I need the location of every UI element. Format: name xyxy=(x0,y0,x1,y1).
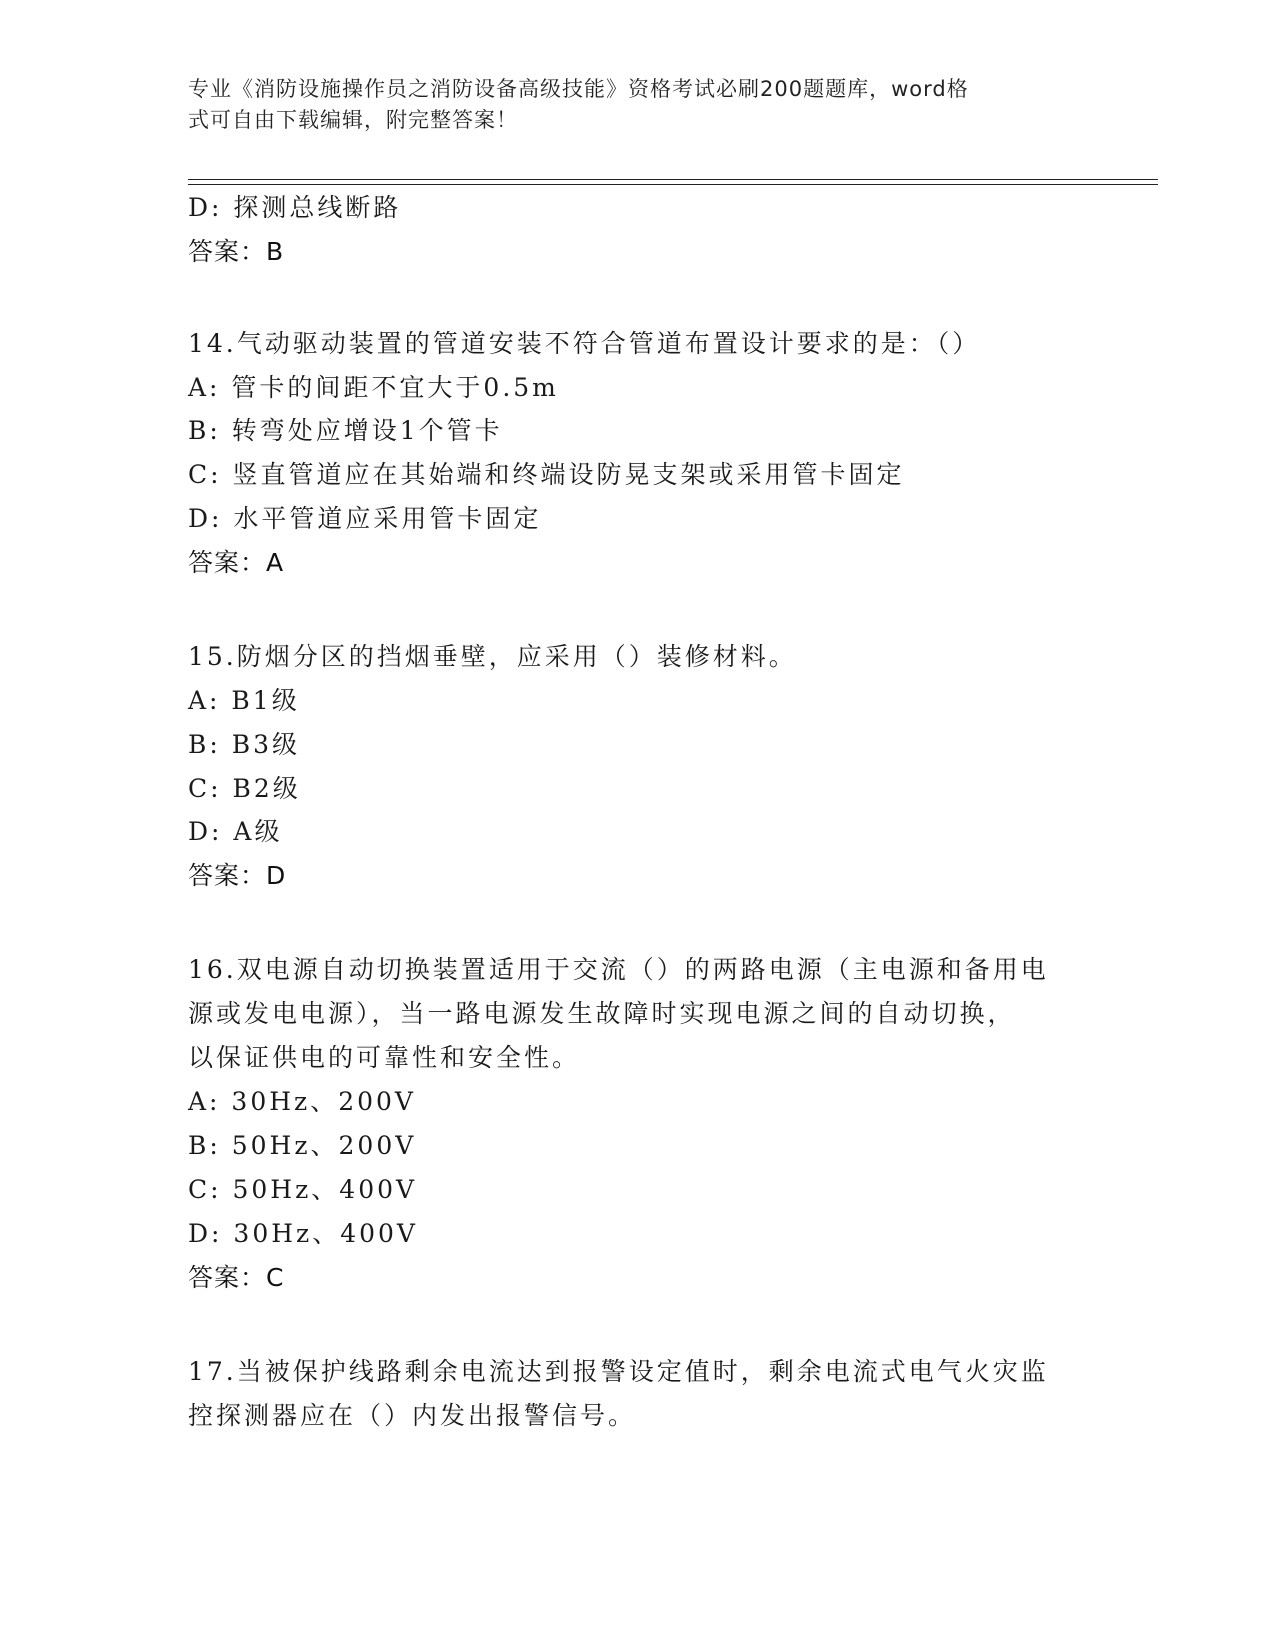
document-header xyxy=(188,74,1068,136)
q16-stem-line-1: 16.双电源自动切换装置适用于交流（）的两路电源（主电源和备用电 xyxy=(188,955,1049,984)
q14-stem: 14.气动驱动装置的管道安装不符合管道布置设计要求的是：（） xyxy=(188,329,981,358)
q14-option-c: C: 竖直管道应在其始端和终端设防晃支架或采用管卡固定 xyxy=(188,460,905,489)
q15-option-b: B: B3级 xyxy=(188,730,301,759)
q15-answer: 答案：D xyxy=(188,861,287,890)
q16-option-b: B: 50Hz、200V xyxy=(188,1131,417,1160)
q16-option-d: D: 30Hz、400V xyxy=(188,1219,418,1248)
header-line-2: 式可自由下载编辑，附完整答案！ xyxy=(188,108,518,132)
q17-stem-line-1: 17.当被保护线路剩余电流达到报警设定值时，剩余电流式电气火灾监 xyxy=(188,1357,1049,1386)
q16-stem-line-2: 源或发电电源），当一路电源发生故障时实现电源之间的自动切换， xyxy=(188,999,1016,1028)
q15-option-a: A: B1级 xyxy=(188,686,300,715)
q15-option-c: C: B2级 xyxy=(188,774,301,803)
header-line-1: 专业《消防设施操作员之消防设备高级技能》资格考试必刷200题题库，word格 xyxy=(188,77,969,101)
q16-answer: 答案：C xyxy=(188,1263,285,1292)
header-divider-bottom xyxy=(188,184,1158,185)
q13-answer: 答案：B xyxy=(188,237,285,266)
q17-stem-line-2: 控探测器应在（）内发出报警信号。 xyxy=(188,1401,637,1430)
q14-option-d: D: 水平管道应采用管卡固定 xyxy=(188,504,542,533)
q13-option-d: D: 探测总线断路 xyxy=(188,193,402,222)
q16-option-a: A: 30Hz、200V xyxy=(188,1087,416,1116)
q14-answer: 答案：A xyxy=(188,548,285,577)
q15-option-d: D: A级 xyxy=(188,817,283,846)
q16-stem-line-3: 以保证供电的可靠性和安全性。 xyxy=(188,1043,581,1072)
q14-option-a: A: 管卡的间距不宜大于0.5m xyxy=(188,373,559,402)
header-divider-top xyxy=(188,179,1158,180)
q16-option-c: C: 50Hz、400V xyxy=(188,1175,418,1204)
q14-option-b: B: 转弯处应增设1个管卡 xyxy=(188,416,503,445)
q15-stem: 15.防烟分区的挡烟垂壁，应采用（）装修材料。 xyxy=(188,642,797,671)
